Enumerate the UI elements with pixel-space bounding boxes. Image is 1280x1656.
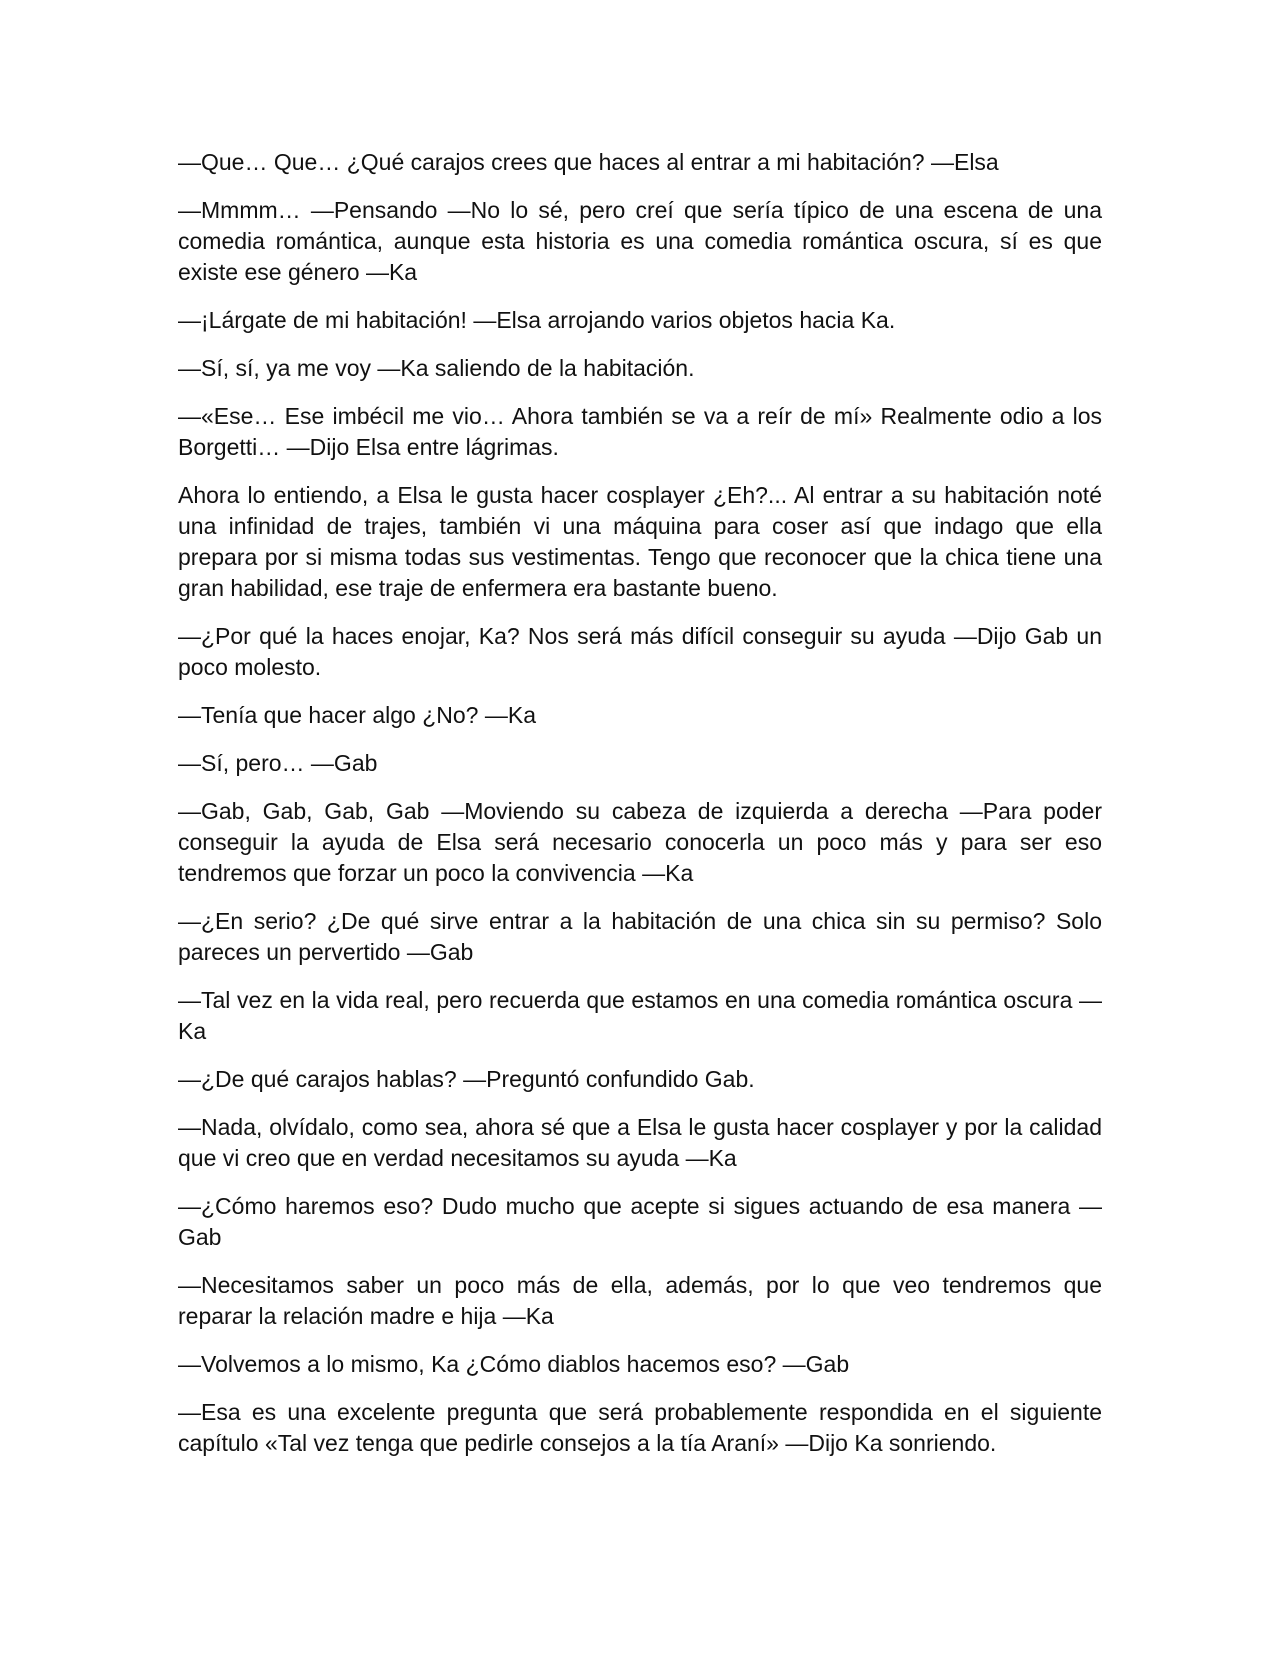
paragraph: —Necesitamos saber un poco más de ella, además, por lo que veo tendremos que reparar la relación madre e hija —Ka xyxy=(178,1272,1102,1329)
paragraph: —¿De qué carajos hablas? —Preguntó confundido Gab. xyxy=(178,1066,755,1092)
paragraph: —Nada, olvídalo, como sea, ahora sé que a Elsa le gusta hacer cosplayer y por la calidad que vi creo que en verdad necesitamos su ayuda —Ka xyxy=(178,1114,1102,1171)
paragraph: —Que… Que… ¿Qué carajos crees que haces al entrar a mi habitación? —Elsa xyxy=(178,149,999,175)
paragraph: —¿Cómo haremos eso? Dudo mucho que acepte si sigues actuando de esa manera —Gab xyxy=(178,1193,1102,1250)
paragraph: —Sí, sí, ya me voy —Ka saliendo de la habitación. xyxy=(178,355,695,381)
paragraph: —«Ese… Ese imbécil me vio… Ahora también se va a reír de mí» Realmente odio a los Borgetti… —Dijo Elsa entre lágrimas. xyxy=(178,403,1102,460)
paragraph: —Volvemos a lo mismo, Ka ¿Cómo diablos hacemos eso? —Gab xyxy=(178,1351,850,1377)
paragraph: Ahora lo entiendo, a Elsa le gusta hacer cosplayer ¿Eh?... Al entrar a su habitación noté una infinidad de trajes, también vi una máquina para coser así que indago que ella prepara por si misma todas sus vestimentas. Tengo que reconocer que la chica tiene una gran habilidad, ese traje de enfermera era bastante bueno. xyxy=(178,482,1102,601)
paragraph: —Sí, pero… —Gab xyxy=(178,750,378,776)
paragraph: —¿Por qué la haces enojar, Ka? Nos será más difícil conseguir su ayuda —Dijo Gab un poco molesto. xyxy=(178,623,1102,680)
paragraph: —¡Lárgate de mi habitación! —Elsa arrojando varios objetos hacia Ka. xyxy=(178,307,896,333)
paragraph: —Esa es una excelente pregunta que será probablemente respondida en el siguiente capítulo «Tal vez tenga que pedirle consejos a la tía Araní» —Dijo Ka sonriendo. xyxy=(178,1399,1102,1456)
document-body xyxy=(178,147,1102,1476)
paragraph: —Gab, Gab, Gab, Gab —Moviendo su cabeza de izquierda a derecha —Para poder conseguir la ayuda de Elsa será necesario conocerla un poco más y para ser eso tendremos que forzar un poco la convivencia —Ka xyxy=(178,798,1102,886)
paragraph: —Tenía que hacer algo ¿No? —Ka xyxy=(178,702,536,728)
paragraph: —Tal vez en la vida real, pero recuerda que estamos en una comedia romántica oscura —Ka xyxy=(178,987,1102,1044)
paragraph: —Mmmm… —Pensando —No lo sé, pero creí que sería típico de una escena de una comedia romántica, aunque esta historia es una comedia romántica oscura, sí es que existe ese género —Ka xyxy=(178,197,1102,285)
paragraph: —¿En serio? ¿De qué sirve entrar a la habitación de una chica sin su permiso? Solo pareces un pervertido —Gab xyxy=(178,908,1102,965)
